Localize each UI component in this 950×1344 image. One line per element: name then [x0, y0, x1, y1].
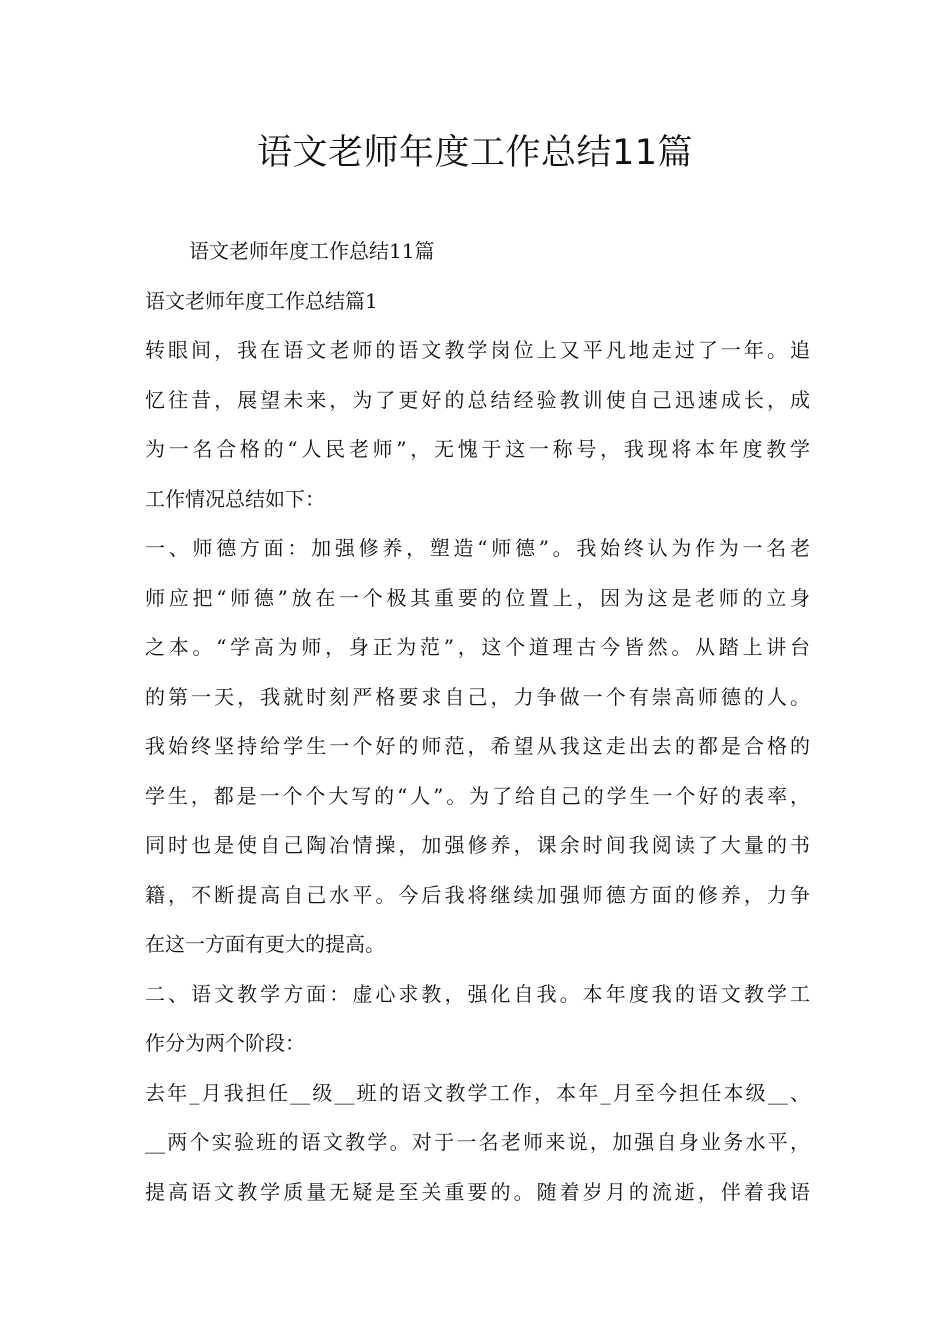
paragraph-line: 的第一天，我就时刻严格要求自己，力争做一个有崇高师德的人。 — [145, 684, 810, 709]
document-title: 语文老师年度工作总结11篇 — [256, 133, 694, 173]
paragraph-line: 之本。“学高为师，身正为范”，这个道理古今皆然。从踏上讲台 — [145, 635, 810, 659]
paragraph-line: 师应把“师德”放在一个极其重要的位置上，因为这是老师的立身 — [145, 585, 810, 610]
paragraph-line: 学生，都是一个个大写的“人”。为了给自己的学生一个好的表率， — [145, 783, 810, 808]
paragraph-line: 工作情况总结如下： — [145, 486, 325, 511]
paragraph-line: 在这一方面有更大的提高。 — [145, 932, 385, 956]
paragraph-line: __两个实验班的语文教学。对于一名老师来说，加强自身业务水平， — [145, 1130, 810, 1154]
paragraph-line: 作分为两个阶段： — [145, 1031, 305, 1055]
paragraph-line: 提高语文教学质量无疑是至关重要的。随着岁月的流逝，伴着我语 — [145, 1179, 810, 1204]
paragraph-line: 为一名合格的“人民老师”，无愧于这一称号，我现将本年度教学 — [145, 437, 810, 461]
paragraph-line: 转眼间，我在语文老师的语文教学岗位上又平凡地走过了一年。追 — [145, 338, 810, 362]
paragraph-line: 二、语文教学方面：虚心求教，强化自我。本年度我的语文教学工 — [145, 981, 810, 1006]
paragraph-line: 籍，不断提高自己水平。今后我将继续加强师德方面的修养，力争 — [145, 882, 810, 907]
paragraph-line: 我始终坚持给学生一个好的师范，希望从我这走出去的都是合格的 — [145, 734, 810, 758]
paragraph-line: 同时也是使自己陶冶情操，加强修养，课余时间我阅读了大量的书 — [145, 833, 810, 857]
paragraph-line: 语文老师年度工作总结篇1 — [145, 288, 378, 313]
paragraph-line: 一、师德方面：加强修养，塑造“师德”。我始终认为作为一名老 — [145, 536, 810, 560]
paragraph-line: 忆往昔，展望未来，为了更好的总结经验教训使自己迅速成长，成 — [145, 387, 810, 412]
document-body — [145, 227, 810, 1217]
paragraph-line: 去年_月我担任__级__班的语文教学工作，本年_月至今担任本级__、 — [145, 1080, 810, 1105]
paragraph-line: 语文老师年度工作总结11篇 — [189, 239, 435, 263]
